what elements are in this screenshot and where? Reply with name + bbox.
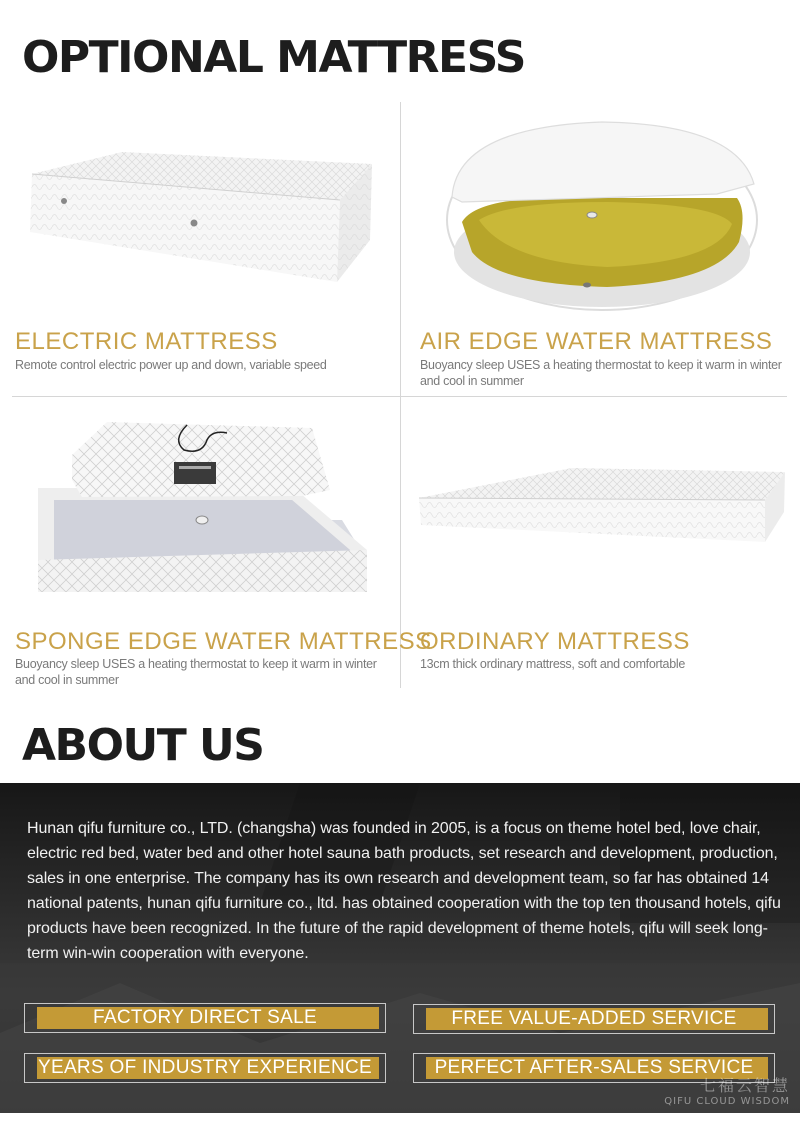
badge-years-of-industry-experience [24, 1053, 386, 1083]
watermark-logo [664, 1073, 790, 1107]
badge-label: YEARS OF INDUSTRY EXPERIENCE [38, 1057, 372, 1078]
badge-label: FREE VALUE-ADDED SERVICE [451, 1008, 737, 1029]
product-name-air-edge: AIR EDGE WATER MATTRESS [420, 328, 773, 355]
grid-divider-horizontal [12, 396, 787, 397]
badge-label: PERFECT AFTER-SALES SERVICE [434, 1057, 754, 1078]
watermark-en: QIFU CLOUD WISDOM [664, 1096, 790, 1107]
product-name-ordinary: ORDINARY MATTRESS [420, 628, 690, 655]
air-edge-water-mattress-image [417, 102, 800, 322]
electric-mattress-image [12, 102, 397, 322]
badge-factory-direct-sale [24, 1003, 386, 1033]
section-title-about-us: ABOUT US [22, 720, 264, 771]
about-us-text: Hunan qifu furniture co., LTD. (changsha) was founded in 2005, is a focus on theme hotel bed, love chair, electric red bed, water bed and other hotel sauna bath products, set research and development, production, sales in one enterprise. The company has its own research and development team, so far has obtained 14 national patents, hunan qifu furniture co., ltd. has obtained cooperation with the top ten thousand hotels, qifu products have been recognized. In the future of the rapid development of theme hotels, qifu will seek long-term win-win cooperation with everyone. [27, 820, 781, 962]
product-name-electric: ELECTRIC MATTRESS [15, 328, 278, 355]
grid-divider-vertical [400, 102, 401, 688]
badge-label: FACTORY DIRECT SALE [93, 1007, 317, 1028]
watermark-cn: 七福云智慧 [699, 1076, 790, 1095]
about-us-paragraph [27, 816, 782, 966]
product-name-sponge-edge: SPONGE EDGE WATER MATTRESS [15, 628, 432, 655]
ordinary-mattress-image [417, 400, 800, 620]
product-desc-ordinary: 13cm thick ordinary mattress, soft and comfortable [420, 657, 685, 671]
product-desc-electric: Remote control electric power up and down, variable speed [15, 358, 327, 372]
product-desc-air-edge: Buoyancy sleep USES a heating thermostat to keep it warm in winter and cool in summer [420, 358, 782, 388]
about-us-panel [0, 783, 800, 1113]
section-title-optional-mattress: OPTIONAL MATTRESS [22, 32, 525, 83]
badge-free-value-added-service [413, 1004, 775, 1034]
product-desc-sponge-edge: Buoyancy sleep USES a heating thermostat to keep it warm in winter and cool in summer [15, 657, 377, 687]
sponge-edge-water-mattress-image [12, 400, 397, 620]
